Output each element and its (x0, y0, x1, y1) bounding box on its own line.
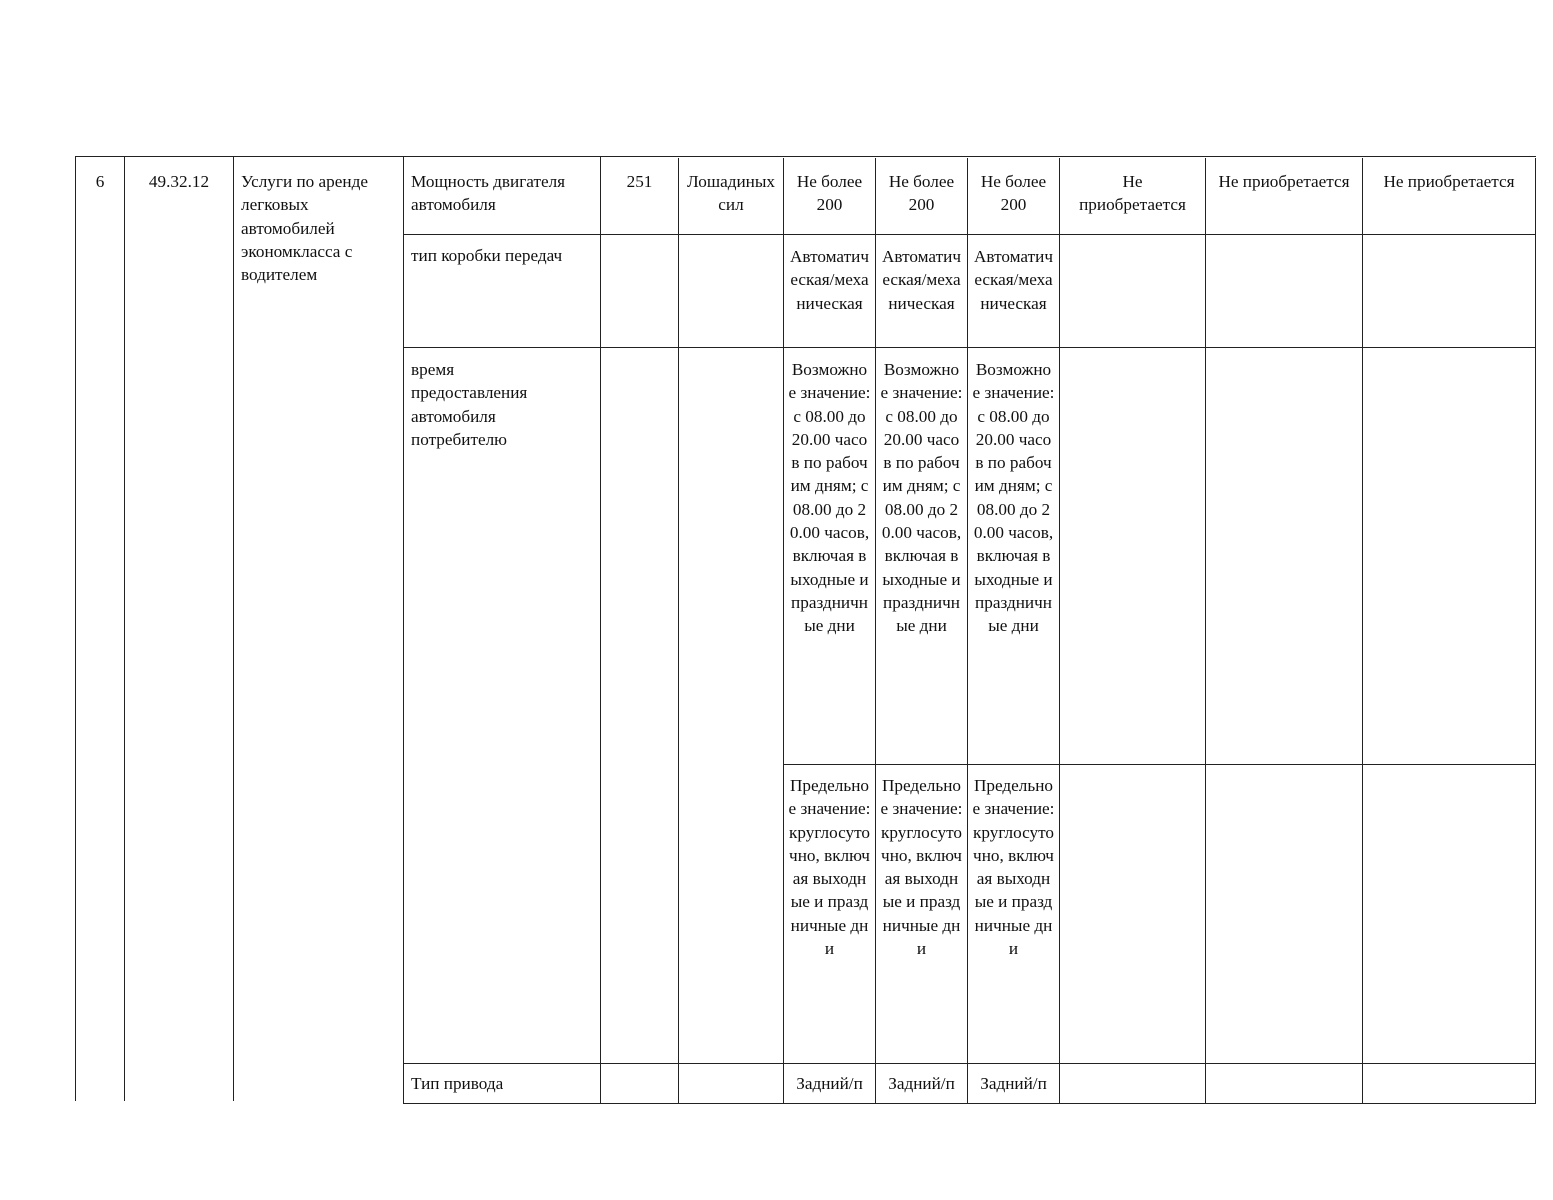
value-cell: Задний/п (980, 1074, 1047, 1093)
value-cell: Не более 200 (888, 172, 955, 215)
value-cell: Задний/п (888, 1074, 955, 1093)
border-col-unit-code (678, 158, 679, 1104)
characteristic-name-cell: время предоставления автомобиля потребителю (411, 360, 528, 449)
row-number-cell: 6 (95, 172, 105, 191)
possible-value-cell: Возможное значение: с 08.00 до 20.00 часов по рабочим дням; с 08.00 до 20.00 часов, включая выходные и праздничные дни (972, 360, 1055, 636)
border-left (75, 156, 76, 1101)
not-purchased-cell: Не приобретается (1079, 172, 1186, 215)
unit-code-cell: 251 (626, 172, 653, 191)
okpd2-code-cell: 49.32.12 (148, 172, 210, 191)
value-cell: Не более 200 (980, 172, 1047, 215)
service-name-cell: Услуги по аренде легковых автомобилей экономкласса с водителем (241, 172, 368, 285)
border-top (75, 156, 1536, 157)
border-col-extra1 (1205, 158, 1206, 1104)
limit-value-cell: Предельное значение: круглосуточно, включая выходные и праздничные дни (788, 776, 871, 959)
value-cell: Автоматическая/механическая (974, 247, 1053, 313)
border-row2-bottom (403, 347, 1536, 348)
border-col-number (124, 156, 125, 1101)
unit-name-cell: Лошадиных сил (687, 172, 775, 215)
possible-value-cell: Возможное значение: с 08.00 до 20.00 часов по рабочим дням; с 08.00 до 20.00 часов, включая выходные и праздничные дни (788, 360, 871, 636)
border-col-name (403, 157, 404, 1104)
border-row3-bottom (403, 1063, 1536, 1064)
border-col-extra2 (1362, 158, 1363, 1104)
border-right (1535, 158, 1536, 1104)
not-purchased-cell: Не приобретается (1218, 172, 1350, 191)
not-purchased-cell: Не приобретается (1383, 172, 1515, 191)
value-cell: Автоматическая/механическая (882, 247, 961, 313)
characteristic-name-cell: Тип привода (411, 1074, 504, 1093)
border-row4-bottom (403, 1103, 1536, 1104)
value-cell: Не более 200 (796, 172, 863, 215)
characteristic-name-cell: тип коробки передач (411, 246, 563, 265)
border-col-char (600, 157, 601, 1104)
value-cell: Задний/п (796, 1074, 863, 1093)
limit-value-cell: Предельное значение: круглосуточно, включая выходные и праздничные дни (880, 776, 963, 959)
border-col-code (233, 156, 234, 1101)
possible-value-cell: Возможное значение: с 08.00 до 20.00 часов по рабочим дням; с 08.00 до 20.00 часов, включая выходные и праздничные дни (880, 360, 963, 636)
limit-value-cell: Предельное значение: круглосуточно, включая выходные и праздничные дни (972, 776, 1055, 959)
border-row1-bottom (403, 234, 1536, 235)
border-row3-split (783, 764, 1536, 765)
border-col-value3 (1059, 158, 1060, 1104)
value-cell: Автоматическая/механическая (790, 247, 869, 313)
characteristic-name-cell: Мощность двигателя автомобиля (411, 172, 566, 215)
